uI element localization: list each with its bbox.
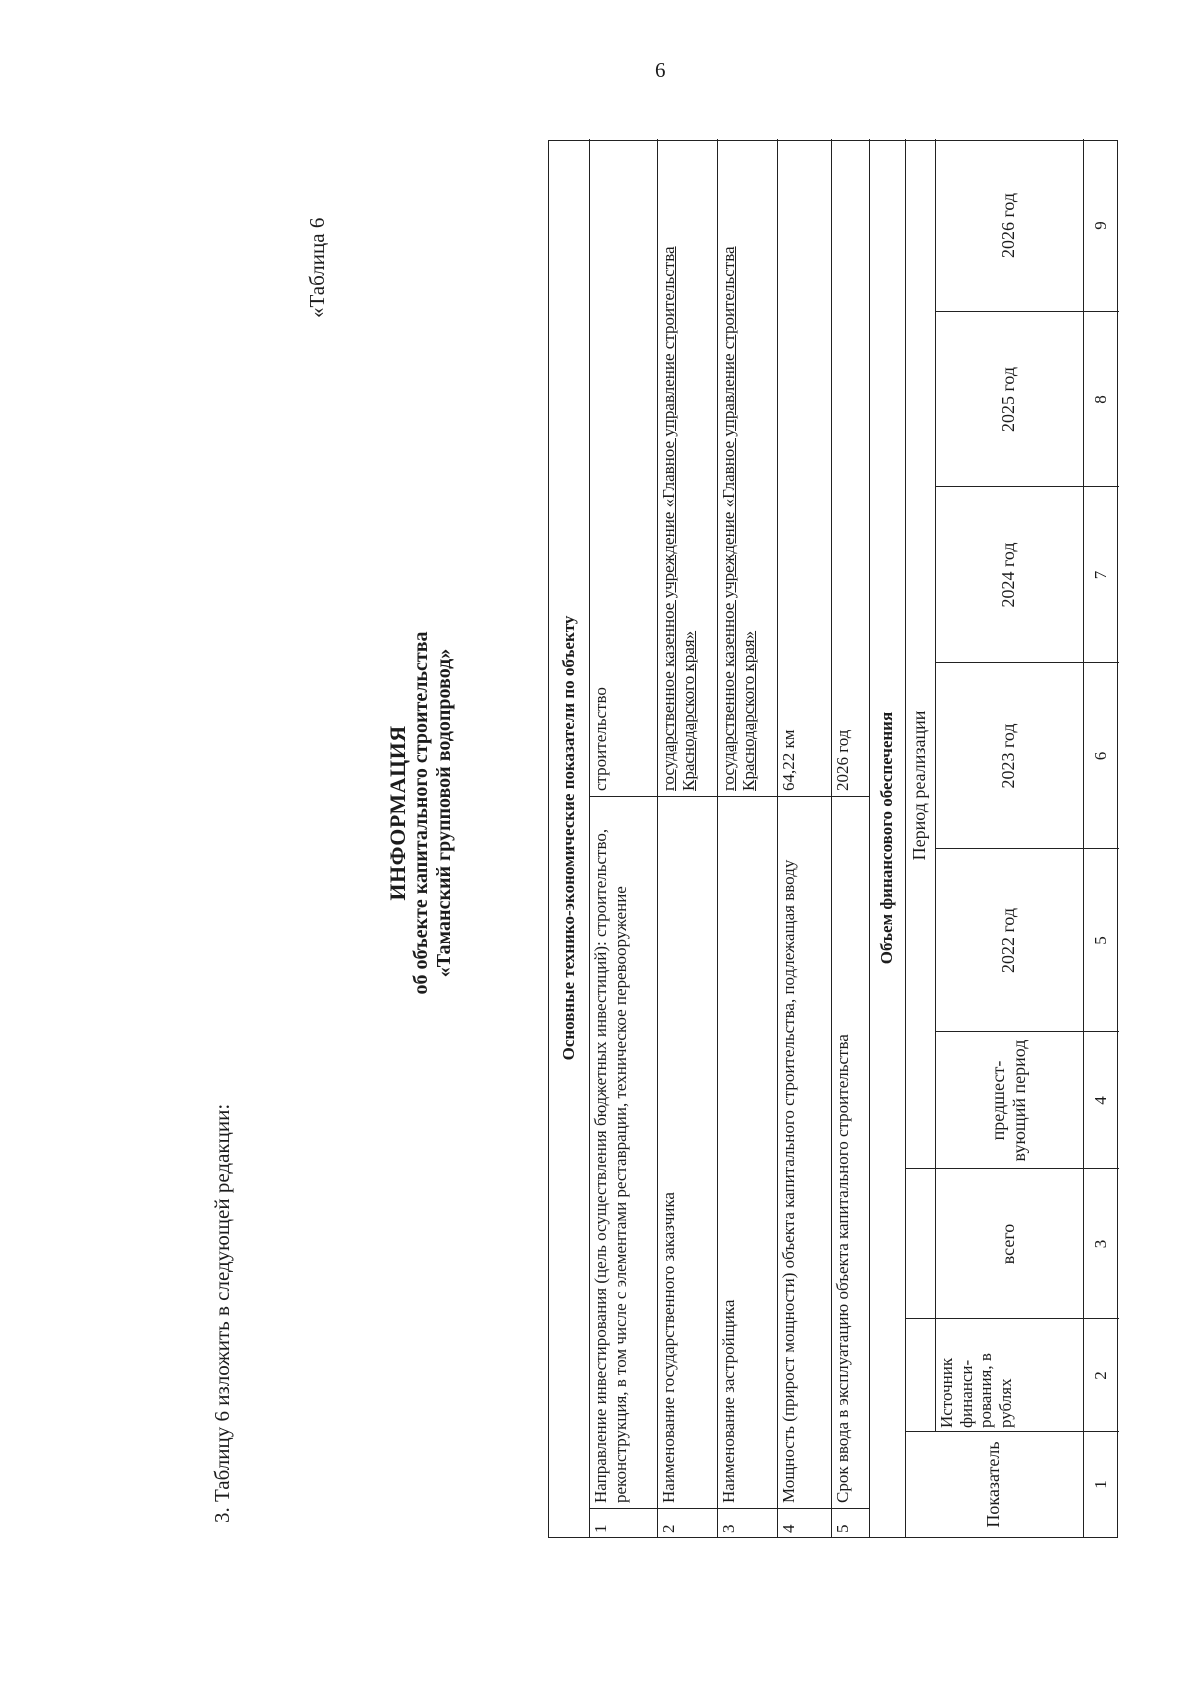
row-value: 64,22 км: [779, 729, 798, 791]
row-number: 5: [833, 1524, 852, 1533]
row-number: 3: [719, 1524, 738, 1533]
column-header-2022: 2022 год: [998, 907, 1019, 974]
row-value: 2026 год: [833, 729, 852, 791]
column-number: 4: [1090, 1096, 1110, 1105]
row-value: государственное казенное учреждение «Главное управление строительства Краснодарского края»: [659, 246, 699, 791]
row-label: Наименование застройщика: [719, 1299, 738, 1503]
column-number: 3: [1090, 1239, 1110, 1249]
column-header-total: всего: [998, 1223, 1019, 1265]
page-number: 6: [655, 58, 666, 82]
row-number: 2: [659, 1524, 678, 1533]
document-title: ИНФОРМАЦИЯ: [385, 725, 410, 901]
section-heading-indicators: Основные технико-экономические показатели по объекту: [558, 615, 578, 1061]
column-number: 2: [1090, 1371, 1110, 1380]
info-table: [548, 140, 1118, 1538]
row-label: Направление инвестирования (цель осуществления бюджетных инвестиций): строительство, реконструкция, в том числе с элементами реставрации, техническое перевооружение: [591, 828, 631, 1503]
instruction-text: 3. Таблицу 6 изложить в следующей редакции:: [210, 1103, 234, 1523]
column-header-2023: 2023 год: [998, 723, 1019, 789]
column-number: 8: [1090, 395, 1110, 404]
document-subtitle-1: об объекте капитального строительства: [410, 631, 433, 995]
column-header-2024: 2024 год: [998, 542, 1019, 608]
column-number: 9: [1090, 221, 1110, 230]
row-label: Срок ввода в эксплуатацию объекта капитального строительства: [833, 1034, 852, 1503]
column-number: 6: [1090, 751, 1110, 761]
row-value: государственное казенное учреждение «Главное управление строительства Краснодарского края»: [719, 246, 759, 791]
section-heading-financing: Объем финансового обеспечения: [876, 711, 896, 965]
column-number: 7: [1090, 570, 1110, 580]
table-reference: «Таблица 6: [305, 217, 329, 318]
row-number: 4: [779, 1524, 798, 1533]
row-label: Наименование государственного заказчика: [659, 1192, 678, 1503]
column-header-source: Источник финанси-рования, в рублях: [937, 1353, 1015, 1428]
column-header-2026: 2026 год: [998, 192, 1019, 259]
column-header-2025: 2025 год: [998, 366, 1019, 433]
column-header-indicator: Показатель: [983, 1441, 1004, 1528]
title-block: [385, 443, 456, 1183]
document-subtitle-2: «Таманский групповой водопровод»: [433, 648, 456, 978]
row-label: Мощность (прирост мощности) объекта капитального строительства, подлежащая вводу: [779, 859, 798, 1503]
column-number: 1: [1090, 1480, 1110, 1489]
column-header-previous: предшест-вующий период: [988, 1039, 1029, 1162]
row-value: строительство: [591, 687, 610, 791]
row-number: 1: [591, 1524, 610, 1533]
column-number: 5: [1090, 936, 1110, 945]
period-header: Период реализации: [909, 710, 930, 861]
